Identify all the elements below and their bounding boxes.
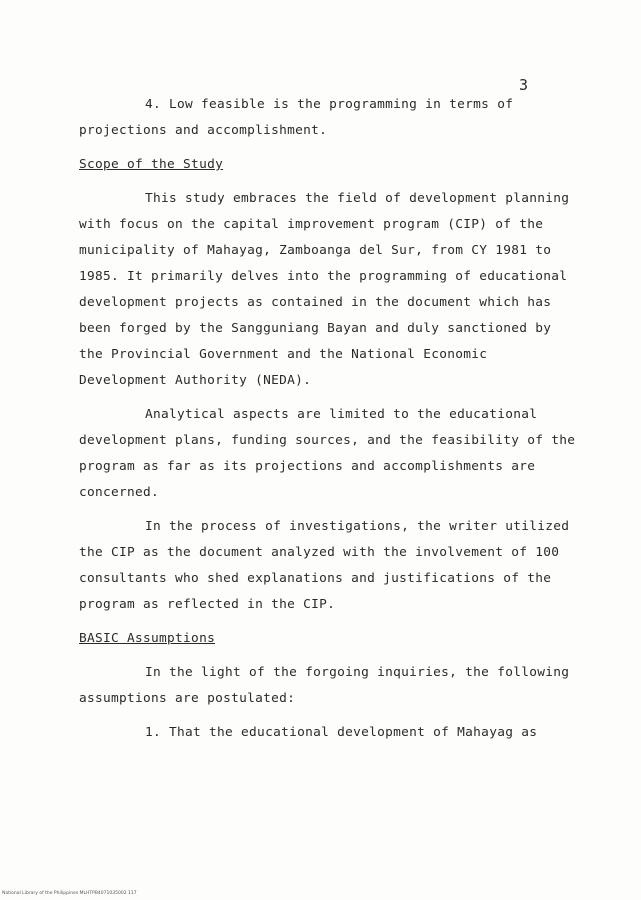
section-heading-scope: Scope of the Study (79, 157, 224, 172)
paragraph-assumptions-intro: In the light of the forgoing inquiries, the following assumptions are postulated: (79, 665, 570, 706)
paragraph-scope-2: Analytical aspects are limited to the educational development plans, funding sources, and the feasibility of the program as far as its projections and accomplishments are concerned. (79, 407, 576, 500)
page-number: 3 (519, 76, 529, 94)
body-text (79, 92, 579, 754)
paragraph-scope-1: This study embraces the field of development planning with focus on the capital improvement program (CIP) of the municipality of Mahayag, Zamboanga del Sur, from CY 1981 to 1985. It primarily delves into the programming of educational development projects as contained in the document which has been forged by the Sangguniang Bayan and duly sanctioned by the Provincial Government and the National Economic Development Authority (NEDA). (79, 191, 570, 388)
paragraph-scope-3: In the process of investigations, the writer utilized the CIP as the document analyzed with the involvement of 100 consultants who shed explanations and justifications of the program as reflected in the CIP. (79, 519, 570, 612)
paragraph-item-4: 4. Low feasible is the programming in terms of projections and accomplishment. (79, 97, 514, 138)
section-heading-assumptions: BASIC Assumptions (79, 631, 216, 646)
paragraph-assumption-1: 1. That the educational development of Mahayag as (145, 725, 538, 740)
archive-stamp: National Library of the Philippines MLHTPB4071035002 117 (2, 891, 137, 896)
